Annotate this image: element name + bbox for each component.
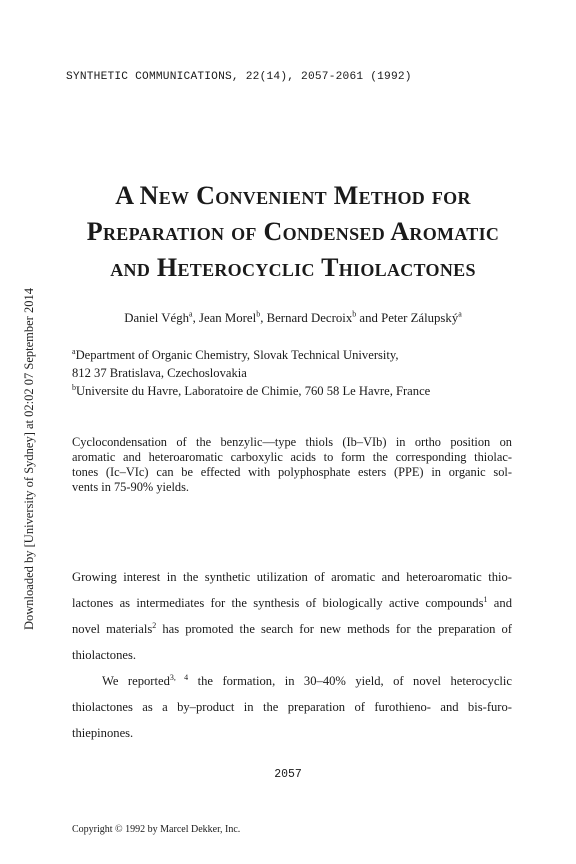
body-text: has promoted the search for new methods for the preparation of (156, 622, 512, 636)
copyright-notice: Copyright © 1992 by Marcel Dekker, Inc. (72, 824, 241, 835)
affiliation-a-line-1 (72, 348, 399, 363)
title-line-2: Preparation of Condensed Aromatic (86, 217, 500, 246)
affiliation-mark: b (352, 309, 357, 319)
abstract-line: tones (Ic–VIc) can be effected with polyphosphate esters (PPE) in organic sol- (72, 465, 512, 479)
reference-mark: 1 (483, 594, 488, 604)
reference-mark: 2 (152, 620, 157, 630)
body-text: novel materials (72, 622, 153, 636)
body-text: the formation, in 30–40% yield, of novel heterocyclic (188, 674, 513, 688)
title-line-3: and Heterocyclic Thiolactones (110, 253, 476, 282)
body-text: and (487, 596, 512, 610)
body-line (72, 616, 512, 642)
body-text: We reported (102, 674, 170, 688)
author-morel: , Jean Morel (192, 311, 257, 325)
affiliation-a-text: Department of Organic Chemistry, Slovak Technical University, (75, 348, 399, 362)
abstract-line: vents in 75-90% yields. (72, 480, 190, 494)
reference-mark: 3, 4 (169, 672, 189, 682)
affiliation-b-text: Universite du Havre, Laboratoire de Chimie, 760 58 Le Havre, France (76, 384, 431, 398)
body-text: lactones as intermediates for the synthesis of biologically active compounds (72, 596, 484, 610)
body-line: Growing interest in the synthetic utilization of aromatic and heteroaromatic thio- (72, 570, 512, 584)
affiliation-mark: a (72, 346, 76, 356)
download-watermark: Downloaded by [University of Sydney] at 02:02 07 September 2014 (22, 288, 36, 630)
author-list (60, 311, 526, 326)
author-vegh: Daniel Végh (124, 311, 189, 325)
page-number: 2057 (274, 768, 302, 781)
affiliation-mark: a (458, 309, 462, 319)
body-line: thiepinones. (72, 726, 134, 740)
title-line-1: A New Convenient Method for (115, 181, 471, 210)
body-line: thiolactones. (72, 648, 137, 662)
abstract-line: aromatic and heteroaromatic carboxylic acids to form the corresponding thiolac- (72, 450, 512, 464)
body-line (72, 668, 512, 694)
affiliation-mark: b (256, 309, 261, 319)
affiliation-b-line-1 (72, 384, 430, 399)
author-zalupsky: and Peter Zálupský (356, 311, 459, 325)
body-line: thiolactones as a by–product in the preparation of furothieno- and bis-furo- (72, 700, 512, 714)
affiliation-a-line-2: 812 37 Bratislava, Czechoslovakia (72, 366, 247, 380)
abstract-line: Cyclocondensation of the benzylic—type thiols (Ib–VIb) in ortho position on (72, 435, 512, 449)
author-decroix: , Bernard Decroix (260, 311, 353, 325)
journal-header: SYNTHETIC COMMUNICATIONS, 22(14), 2057-2061 (1992) (66, 71, 412, 83)
affiliation-mark: a (189, 309, 193, 319)
body-line (72, 590, 512, 616)
affiliation-mark: b (72, 382, 76, 392)
